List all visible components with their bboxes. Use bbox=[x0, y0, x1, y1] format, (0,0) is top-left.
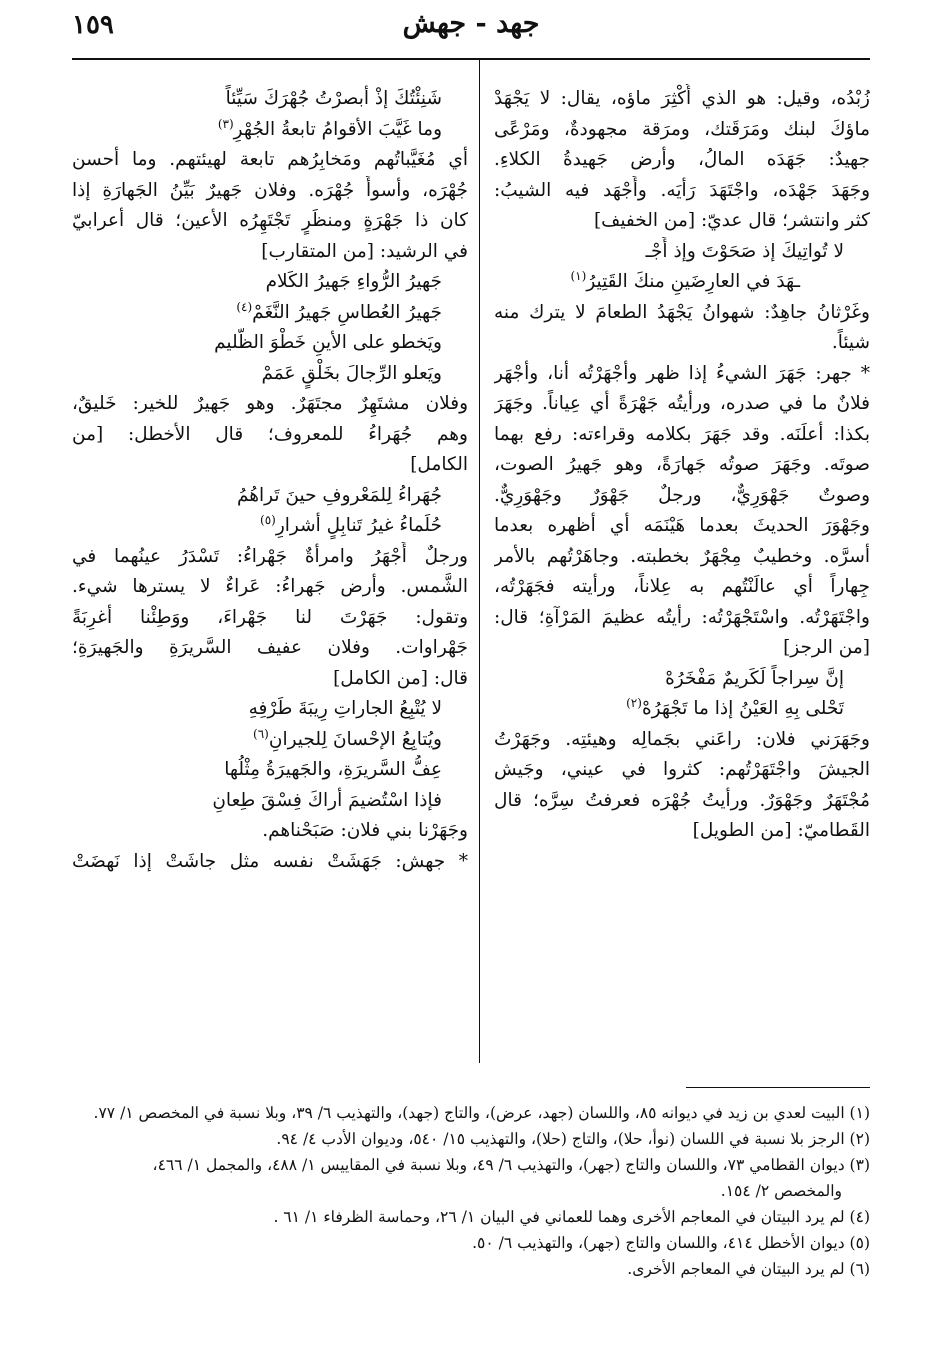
text-line: صوتَه. وجَهَرَ صوتُه جَهارَةً، وهو جَهيرُ الصوت، bbox=[494, 454, 870, 475]
text-line: بكذا: أعلَنَه. وقد جَهَرَ بكلامه وقراءته: رفع بهما bbox=[494, 423, 870, 445]
text-line: الجيشَ واجْتَهَرْتُهم: كثروا في عيني، وجَيش bbox=[494, 759, 870, 780]
text-line: واجْتَهَرْتُه. واسْتَجْهَرْتُه: رأيتُه عظيمَ المَرْآةِ؛ قال: bbox=[494, 606, 870, 628]
text-line: ورجلٌ أَجْهَرُ وامرأةٌ جَهْراءُ: تَسْدَرُ عينُهما في bbox=[72, 545, 468, 567]
footnote-marker[interactable]: (٣) bbox=[217, 116, 234, 131]
text-line: أسرَّه. وخطيبٌ مِجْهَرٌ بخطبته. وجاهَرْتُهم بالأمر bbox=[494, 545, 870, 567]
verse-line-with-note: ويُتابِعُ الإحْسانَ لِلجيرانِ$^{(٦)}$ bbox=[253, 726, 442, 750]
verse-line: ويَخطو على الأينِ خَطْوَ الظَّليم bbox=[214, 332, 442, 353]
text-line: زُبْدُه، وقيل: هو الذي أُكْثِرَ ماؤه، يقال: لا يَجْهَدْ bbox=[494, 88, 870, 109]
footnote-marker[interactable]: (٥) bbox=[260, 512, 276, 527]
verse-line: لا تُواتِيكَ إذ صَحَوْتَ وإذ أَجْـ bbox=[645, 240, 844, 262]
footnote-marker[interactable]: (٢) bbox=[626, 695, 642, 710]
verse-line-with-note: تَحْلى بِهِ العَيْنُ إذا ما تَجْهَرُهْ$^{(٢)}$ bbox=[626, 695, 844, 719]
verse-line-with-note: جَهيرُ العُطاسِ جَهيرُ النَّغَمْ$^{(٤)}$ bbox=[236, 299, 442, 323]
verse-line: جَهيرُ الرُّواءِ جَهيرُ الكَلام bbox=[265, 271, 442, 292]
verse-line-with-note: وما غَيَّبَ الأقوامُ تابعةُ الجُهْرِ$^{(٣)}$ bbox=[217, 116, 442, 140]
text-line: القَطاميّ: [من الطويل] bbox=[692, 820, 870, 841]
verse-line: لا يُتْبِعُ الجاراتِ رِيبَةَ طَرْفِهِ bbox=[248, 698, 442, 719]
text-line: الشَّمس. وأرض جَهراءُ: عَراءٌ لا يسترها شيء. bbox=[72, 576, 468, 597]
text-line: الكامل] bbox=[410, 454, 468, 475]
text-line: كثر وانتشر؛ قال عديّ: [من الخفيف] bbox=[593, 210, 870, 231]
footnote-marker[interactable]: (٤) bbox=[236, 299, 253, 314]
text-line: وفلان مشتَهِرٌ مجتَهَرٌ. وهو جَهيرٌ للخير: خَليقٌ، bbox=[72, 393, 468, 414]
text-line: مُجْتَهَرٌ وجَهْوَرٌ. ورأيتُ جُهْرَه فعرفتُ سِرَّه؛ قال bbox=[494, 789, 870, 811]
text-line: كان ذا جَهْرَةٍ ومنظَرٍ تَجْتَهِرُه الأعين؛ قال أعرابيّ bbox=[72, 210, 468, 231]
entry-head-line: * جهر: جَهَرَ الشيءُ إذا ظهر وأجْهَرْتُه أنا، وأجْهَر bbox=[494, 362, 870, 384]
footnote-marker[interactable]: (١) bbox=[570, 268, 587, 283]
text-line: وصوتٌ جَهْوَرِيٌّ، ورجلٌ جَهْوَرٌ وجَهْوَرِيٌّ. bbox=[494, 484, 870, 506]
text-line: وغَرْثانُ جاهِدٌ: شهوانُ يَجْهَدُ الطعامَ لا يترك منه bbox=[494, 301, 870, 323]
verse-line: جُهَراءُ لِلمَعْروفِ حينَ تَراهُمُ bbox=[236, 484, 442, 506]
text-line: في الرشيد: [من المتقارب] bbox=[261, 240, 468, 262]
text-line: وجَهَرْنا بني فلان: صَبَحْناهم. bbox=[262, 820, 468, 841]
footnote: (٤) لم يرد البيتان في المعاجم الأخرى وهما للعماني في البيان ١/ ٢٦، وحماسة الظرفاء ١/ ٦١ . bbox=[273, 1208, 870, 1226]
text-line: وجَهْوَرَ الحديثَ بعدما هَيْنَمَه أي أظهره بعدما bbox=[494, 515, 870, 536]
verse-line: شَنِئْتُكَ إذْ أبصرْتُ جُهْرَكَ سَيِّئاً bbox=[225, 88, 442, 109]
footnote: (١) البيت لعدي بن زيد في ديوانه ٨٥، واللسان (جهد، عرض)، والتاج (جهد)، والتهذيب ٦/ ٣٩، وبلا نسبة في المخصص ١/ ٧٧. bbox=[93, 1104, 870, 1122]
page-number: ١٥٩ bbox=[72, 10, 114, 40]
footnotes bbox=[72, 1100, 870, 1282]
text-line: شيئاً. bbox=[831, 332, 870, 353]
right-column bbox=[494, 84, 870, 847]
text-line: وتقول: جَهَرْتَ لنا جَهْراءَ، ووَطِئْنا أغرِبَةً bbox=[72, 606, 468, 628]
footnote-continuation: والمخصص ٢/ ١٥٤. bbox=[720, 1182, 842, 1200]
text-line: جهيدٌ: جَهَدَه المالُ، وأرض جَهيدةُ الكلاءِ. bbox=[494, 149, 870, 170]
text-line: وجَهَدَ جَهْدَه، واجْتَهَدَ رَأيَه. وأَجْهَد فيه الشيبُ: bbox=[494, 179, 870, 201]
text-line: جِهاراً أي عالَنْتُهم به عِلاناً، ورأيته فجَهَرْتُه، bbox=[494, 576, 870, 597]
page-header-title: جهد - جهش bbox=[402, 8, 540, 39]
text-line: [من الرجز] bbox=[783, 637, 870, 658]
verse-line: إنَّ سِراجاً لَكَريمٌ مَفْخَرُهْ bbox=[665, 667, 844, 689]
footnote: (٦) لم يرد البيتان في المعاجم الأخرى. bbox=[627, 1260, 870, 1278]
text-line: ماؤكَ لبنك ومَرَقَتك، ومرَقة مجهودةٌ، ومَرْعًى bbox=[494, 118, 870, 140]
left-column bbox=[72, 84, 468, 877]
column-divider bbox=[479, 60, 480, 1063]
verse-line: ويَعلو الرِّجالَ بخَلْقٍ عَمَمْ bbox=[261, 362, 442, 384]
footnote-rule bbox=[686, 1087, 870, 1088]
verse-line-with-note: ـهَدَ في العارِضَينِ منكَ القَتِيرُ$^{(١)}$ bbox=[570, 268, 800, 292]
header-rule bbox=[72, 58, 870, 60]
text-line: وجَهَرَني فلان: راعَني بجَمالِه وهيئتِه. وجَهَرْتُ bbox=[494, 728, 870, 750]
text-line: جُهْرَه، وأسوأَ جُهْرَه. وفلان جَهيرٌ بَيِّنُ الجَهارَةِ إذا bbox=[72, 179, 468, 201]
footnote: (٥) ديوان الأخطل ٤١٤، واللسان والتاج (جهر)، والتهذيب ٦/ ٥٠. bbox=[472, 1234, 870, 1252]
text-line: فلانٌ ما في صدره، ورأيتُه جَهْرَةً أي عِياناً. وجَهَرَ bbox=[494, 393, 870, 414]
text-line: وهم جُهَراءُ للمعروف؛ قال الأخطل: [من bbox=[72, 423, 468, 445]
text-line: قال: [من الكامل] bbox=[333, 667, 468, 689]
verse-line-with-note: حُلَماءُ غيرُ تَنابِلٍ أشرارِ$^{(٥)}$ bbox=[260, 512, 442, 536]
verse-line: عِفُّ السَّريرَةِ، والجَهيرَةُ مِثْلُها bbox=[224, 759, 442, 780]
text-line: أي مُغَيَّباتُهم ومَخابِرُهم تابعة لهيئتهم. وما أحسن bbox=[72, 149, 468, 170]
footnote: (٣) ديوان القطامي ٧٣، واللسان والتاج (جهر)، والتهذيب ٦/ ٤٩، وبلا نسبة في المقاييس ١/ ٤٨٨، والمجمل ١/ ٤٦٦، bbox=[152, 1156, 870, 1174]
footnote: (٢) الرجز بلا نسبة في اللسان (نوأ، حلا)، والتاج (حلا)، والتهذيب ١٥/ ٥٤٠، وديوان الأدب ٤/ ٩٤. bbox=[276, 1130, 870, 1148]
verse-line: فإذا اسْتُضيمَ أراكَ فِسْقَ طِعانِ bbox=[212, 789, 442, 811]
footnote-marker[interactable]: (٦) bbox=[253, 726, 269, 741]
entry-head-line: * جهش: جَهَشَتْ نفسه مثل جاشَتْ إذا نَهضَتْ bbox=[72, 850, 468, 872]
text-line: جَهْراوات. وفلان عفيف السَّريرَةِ والجَهيرَةِ؛ bbox=[72, 637, 468, 658]
